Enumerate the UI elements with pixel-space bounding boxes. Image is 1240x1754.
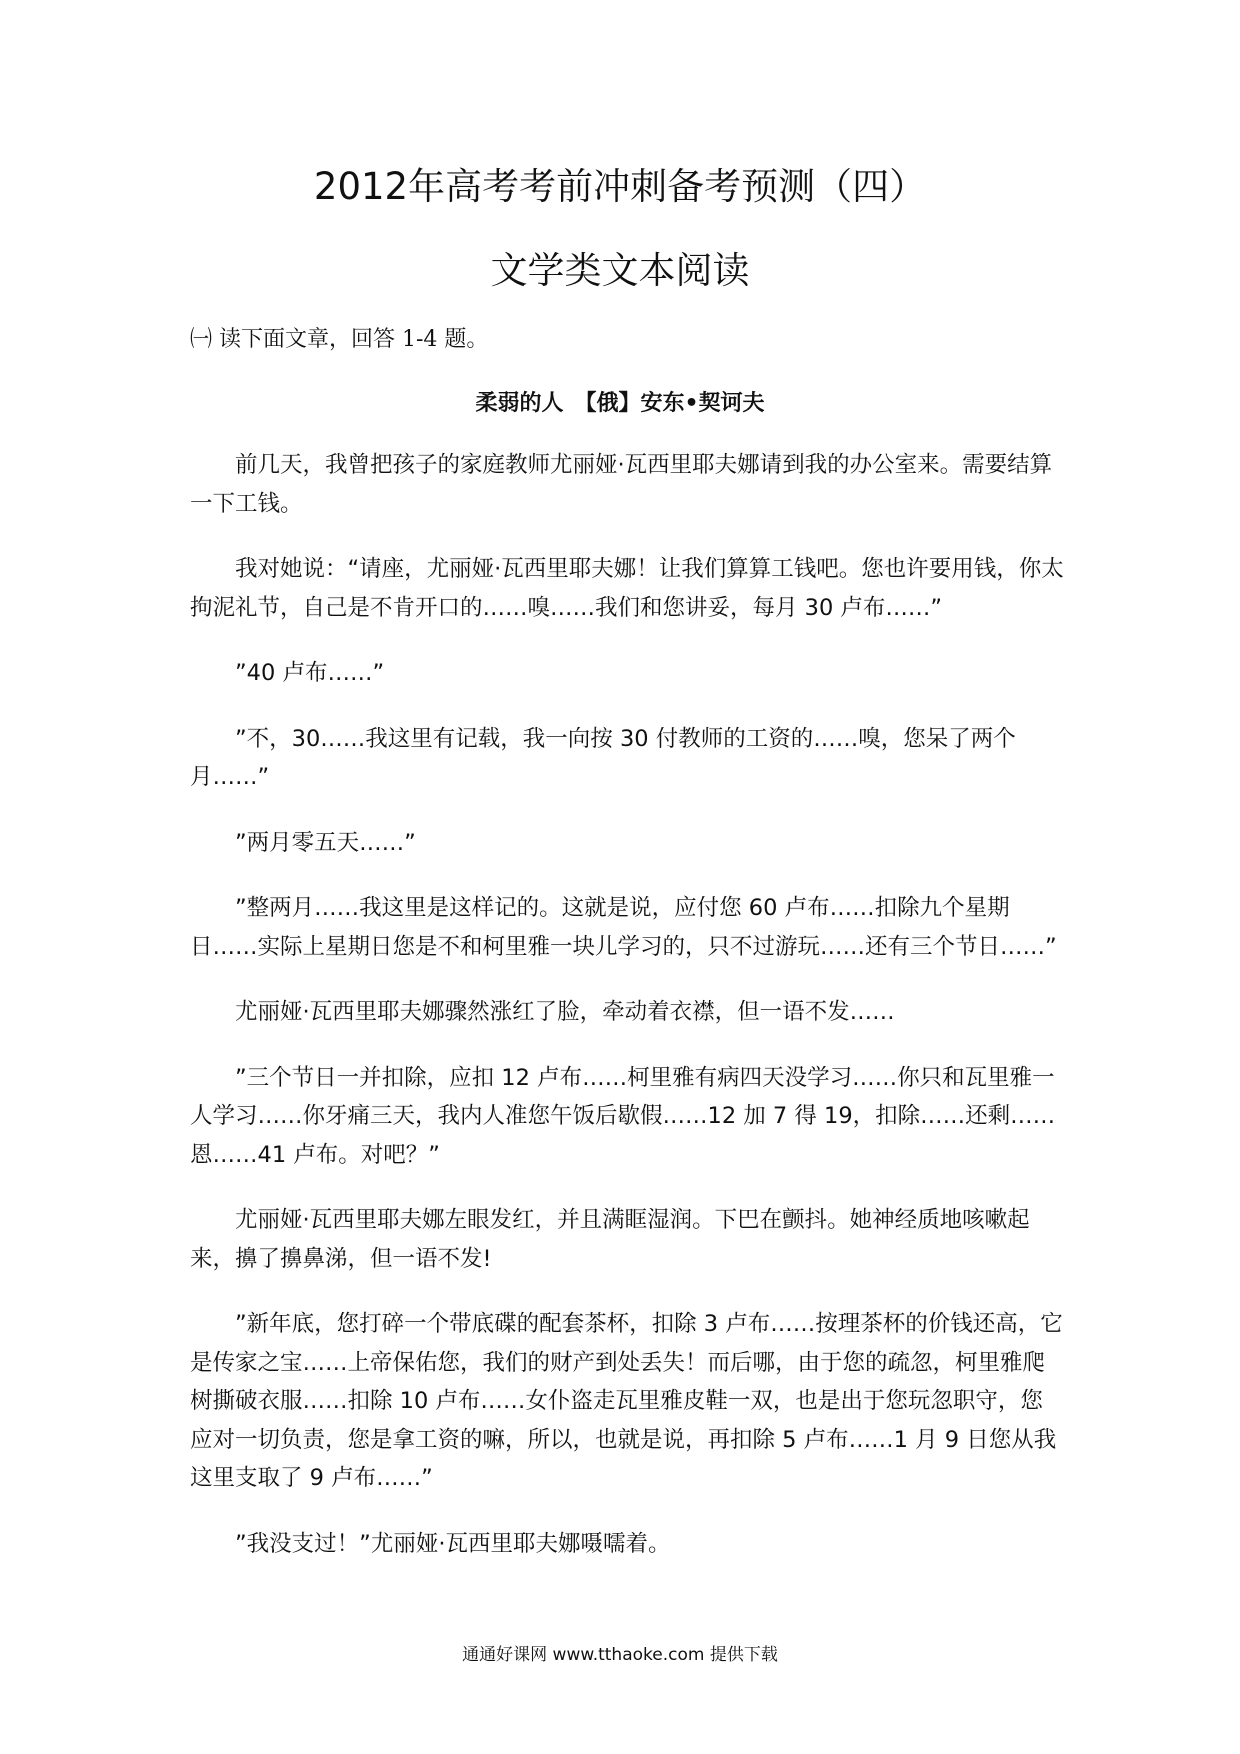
page-subtitle: 文学类文本阅读 — [490, 249, 750, 292]
paragraph: 前几天，我曾把孩子的家庭教师尤丽娅·瓦西里耶夫娜请到我的办公室来。需要结算一下工钱。 — [190, 452, 1053, 517]
paragraph: ”两月零五天……” — [235, 829, 416, 856]
page-footer: 通通好课网 www.tthaoke.com 提供下载 — [462, 1645, 778, 1665]
paragraph: 尤丽娅·瓦西里耶夫娜左眼发红，并且满眶湿润。下巴在颤抖。她神经质地咳嗽起来，擤了擤鼻涕，但一语不发! — [190, 1207, 1030, 1272]
article-heading: 柔弱的人 【俄】安东•契诃夫 — [475, 391, 765, 416]
paragraph: ”新年底，您打碎一个带底碟的配套茶杯，扣除 3 卢布……按理茶杯的价钱还高，它是传家之宝……上帝保佑您，我们的财产到处丢失！而后哪，由于您的疏忽，柯里雅爬树撕破衣服……扣除 10 卢布……女仆盗走瓦里雅皮鞋一双，也是出于您玩忽职守，您应对一切负责，您是拿工资的嘛，所以，也就是说，再扣除 5 卢布……1 月 9 日您从我这里支取了 9 卢布……” — [190, 1311, 1063, 1491]
paragraph: 尤丽娅·瓦西里耶夫娜骤然涨红了脸，牵动着衣襟，但一语不发…… — [235, 999, 895, 1025]
paragraph: ”40 卢布……” — [235, 660, 385, 686]
article-body — [190, 446, 1064, 1590]
section-instruction: ㈠ 读下面文章，回答 1-4 题。 — [190, 327, 489, 352]
paragraph: ”整两月……我这里是这样记的。这就是说，应付您 60 卢布……扣除九个星期日……实际上星期日您是不和柯里雅一块儿学习的，只不过游玩……还有三个节日……” — [190, 895, 1057, 960]
paragraph: 我对她说：“请座，尤丽娅·瓦西里耶夫娜！让我们算算工钱吧。您也许要用钱，你太拘泥礼节，自己是不肯开口的……嗅……我们和您讲妥，每月 30 卢布……” — [190, 556, 1064, 621]
paragraph: ”不，30……我这里有记载，我一向按 30 付教师的工资的……嗅，您呆了两个月……” — [190, 725, 1016, 790]
paragraph: ”我没支过！”尤丽娅·瓦西里耶夫娜嗫嚅着。 — [235, 1530, 671, 1557]
page-title: 2012年高考考前冲刺备考预测（四） — [313, 165, 927, 208]
paragraph: ”三个节日一并扣除，应扣 12 卢布……柯里雅有病四天没学习……你只和瓦里雅一人学习……你牙痛三天，我内人准您午饭后歇假……12 加 7 得 19，扣除……还剩……恩……41 卢布。对吧？” — [190, 1064, 1056, 1168]
